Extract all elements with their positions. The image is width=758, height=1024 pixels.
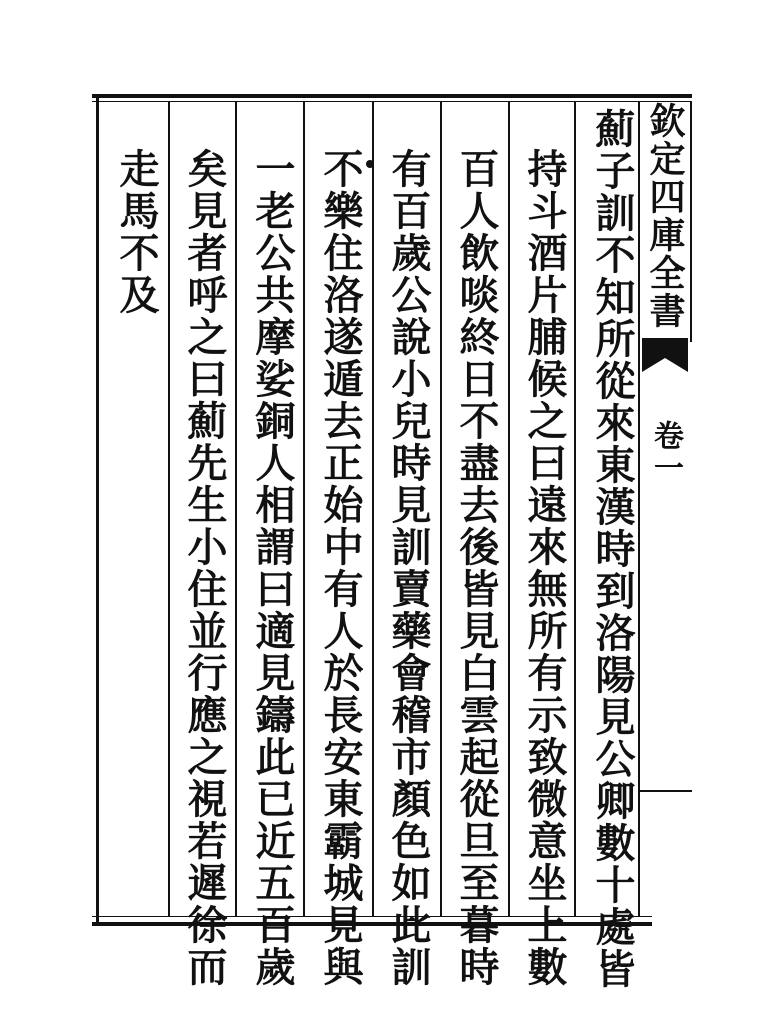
column-divider [303, 102, 305, 916]
margin-strip-edge [690, 102, 692, 342]
margin-strip-divider [640, 790, 692, 792]
text-column-3: 百人飲啖終日不盡去後皆見白雲起從旦至暮時 [453, 148, 500, 988]
text-column-6: 一老公共摩娑銅人相謂曰適見鑄此已近五百歲 [249, 148, 296, 988]
column-divider [574, 102, 576, 916]
text-column-2: 持斗酒片脯候之曰遠來無所有示致微意坐上數 [521, 148, 568, 988]
left-border [96, 98, 99, 924]
chapter-label: 卷一 [648, 420, 683, 484]
book-title: 欽定四庫全書 [644, 102, 686, 330]
top-border-inner [92, 101, 692, 102]
column-divider [235, 102, 237, 916]
text-column-8: 走馬不及 [113, 148, 160, 316]
text-column-5: 不樂住洛遂遁去正始中有人於長安東霸城見與 [317, 148, 364, 988]
column-divider [372, 102, 374, 916]
column-divider [168, 102, 170, 916]
top-border [92, 94, 692, 98]
column-divider [440, 102, 442, 916]
text-column-4: 有百歲公說小兒時見訓賣藥會稽市顏色如此訓 [385, 148, 432, 988]
text-column-7: 矣見者呼之曰薊先生小住並行應之視若遲徐而 [181, 148, 228, 988]
fish-tail-mark [642, 338, 688, 372]
text-column-1: 薊子訓不知所從來東漢時到洛陽見公卿數十處皆 [589, 108, 636, 990]
column-divider [508, 102, 510, 916]
punctuation-mark [366, 160, 374, 168]
